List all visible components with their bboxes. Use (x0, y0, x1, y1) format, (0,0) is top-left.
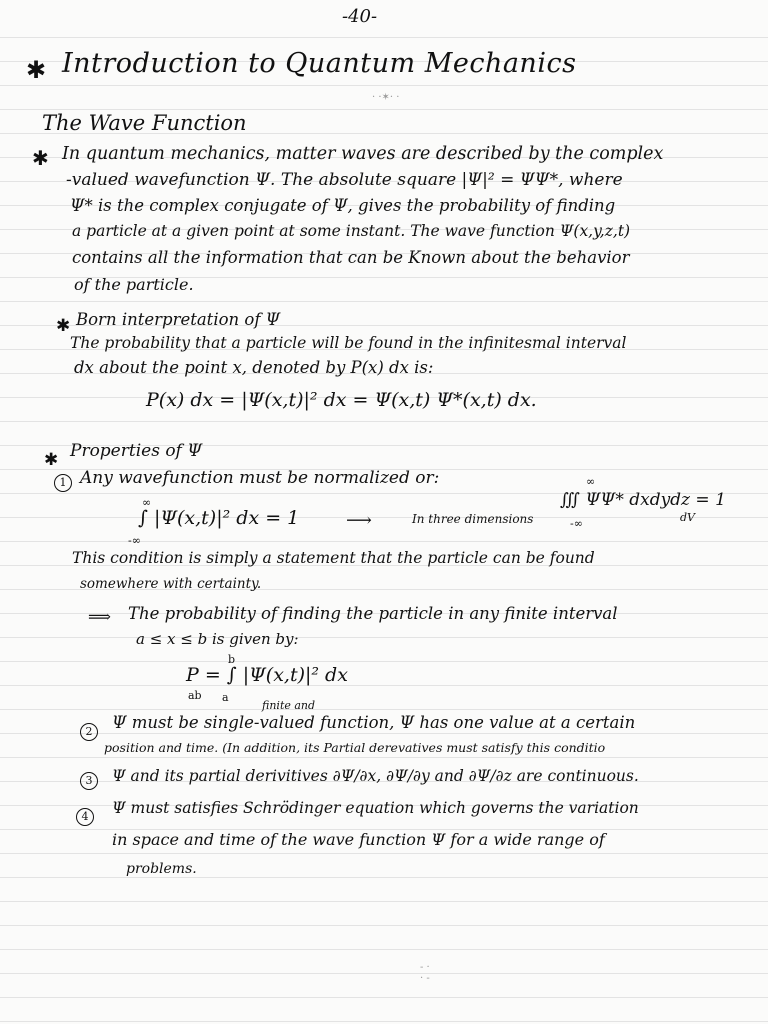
smudge-mark: · ·✶· · (372, 92, 400, 103)
born-line-1: The probability that a particle will be found in the infinitesmal interval (70, 334, 627, 352)
intro-line-3: Ψ* is the complex conjugate of Ψ, gives the probability of finding (70, 196, 616, 215)
property-2-text: Ψ must be single-valued function, Ψ has one value at a certain (112, 713, 636, 732)
condition-line-2: somewhere with certainty. (80, 576, 262, 592)
born-heading: Born interpretation of Ψ (76, 310, 281, 329)
implies-arrow-icon: ⟹ (88, 607, 111, 626)
normalization-integral: ∫ |Ψ(x,t)|² dx = 1 (138, 507, 300, 529)
intro-line-2: -valued wavefunction Ψ. The absolute square |Ψ|² = ΨΨ*, where (66, 170, 623, 190)
three-dimensions-label: In three dimensions (412, 512, 534, 526)
intro-asterisk-icon: ✱ (32, 146, 49, 170)
probability-line: The probability of finding the particle in any finite interval (128, 604, 618, 623)
property-4-text: Ψ must satisfies Schrödinger equation which governs the variation (112, 799, 639, 817)
properties-heading: Properties of Ψ (70, 441, 203, 461)
property-4-line-2: in space and time of the wave function Ψ for a wide range of (112, 830, 605, 849)
property-4-line-3: problems. (126, 861, 197, 877)
smudge-mark: - · · - (420, 962, 430, 984)
property-2-insertion: finite and (262, 699, 316, 712)
born-asterisk-icon: ✱ (56, 316, 71, 336)
three-dim-upper-limit: ∞ (586, 475, 596, 488)
born-line-2: dx about the point x, denoted by P(x) dx is: (74, 358, 434, 377)
property-3-text: Ψ and its partial derivitives ∂Ψ/∂x, ∂Ψ/∂y and ∂Ψ/∂z are continuous. (112, 767, 639, 785)
integral-lower-limit: -∞ (128, 534, 141, 547)
property-3-number: 3 (80, 772, 98, 790)
right-arrow-icon: ⟶ (346, 510, 372, 531)
intro-line-6: of the particle. (74, 275, 194, 294)
dv-label: dV (680, 511, 695, 524)
property-4-number: 4 (76, 808, 94, 826)
intro-line-1: In quantum mechanics, matter waves are described by the complex (62, 144, 664, 164)
properties-asterisk-icon: ✱ (44, 450, 59, 470)
born-equation: P(x) dx = |Ψ(x,t)|² dx = Ψ(x,t) Ψ*(x,t) dx. (146, 389, 537, 411)
property-1-text: Any wavefunction must be normalized or: (80, 468, 440, 488)
three-dim-integral: ∭ ΨΨ* dxdydz = 1 (560, 490, 726, 510)
probability-integral: P = ∫ |Ψ(x,t)|² dx (186, 664, 348, 686)
property-1-number: 1 (54, 474, 72, 492)
three-dim-lower-limit: -∞ (570, 517, 583, 530)
range-line: a ≤ x ≤ b is given by: (136, 630, 299, 648)
condition-line-1: This condition is simply a statement that the particle can be found (72, 549, 595, 567)
integral-upper-limit: ∞ (142, 496, 152, 509)
p-integral-lower: a (222, 691, 229, 704)
title-asterisk-icon: ✱ (26, 56, 47, 84)
p-integral-upper: b (228, 653, 236, 666)
page-title: Introduction to Quantum Mechanics (62, 48, 577, 79)
page-number: -40- (342, 6, 378, 27)
intro-line-4: a particle at a given point at some instant. The wave function Ψ(x,y,z,t) (72, 222, 631, 240)
section-subtitle: The Wave Function (42, 111, 247, 135)
intro-line-5: contains all the information that can be Known about the behavior (72, 248, 630, 267)
property-2-line-2: position and time. (In addition, its Partial derevatives must satisfy this conditio (104, 740, 606, 755)
p-subscript: ab (188, 689, 202, 702)
property-2-number: 2 (80, 723, 98, 741)
